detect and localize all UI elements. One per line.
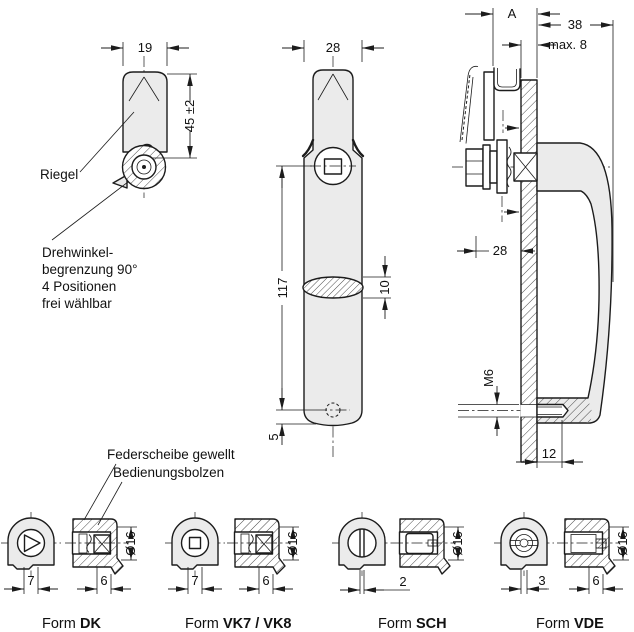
detail-callouts <box>84 447 235 525</box>
dim-thread: M6 <box>481 368 496 388</box>
latch-side-view <box>460 66 520 143</box>
form-vde-front-dim: 3 <box>538 573 546 588</box>
form-dk-front-dim: 7 <box>27 573 35 588</box>
form-vde-label-prefix: Form <box>536 616 570 632</box>
dim-clamp-a: A <box>507 6 517 21</box>
form-vk-label-prefix: Form <box>185 616 219 632</box>
latch-swung-outline <box>460 66 478 142</box>
form-dk <box>1 512 138 632</box>
form-dk-diameter: Ø16 <box>123 531 138 556</box>
rotation-note-line4: frei wählbar <box>42 296 112 311</box>
handle-front-view <box>266 40 392 460</box>
form-vk-diameter: Ø16 <box>285 531 300 556</box>
form-dk-section-dim: 6 <box>100 573 108 588</box>
square-socket-small <box>190 538 201 549</box>
vde-pin <box>596 539 606 548</box>
form-vde-section-dim: 6 <box>592 573 600 588</box>
thread-hole <box>537 405 568 418</box>
washer <box>490 151 497 183</box>
hex-nut <box>466 149 483 186</box>
handle-bow <box>537 143 612 423</box>
dim-hole-offset: 5 <box>266 433 281 441</box>
form-vk-front-dim: 7 <box>191 573 199 588</box>
handle-body-front <box>304 70 362 426</box>
dim-handle-width: 28 <box>325 40 341 55</box>
form-vk-label-code: VK7 / VK8 <box>223 616 292 632</box>
latch-blade-side <box>484 72 494 140</box>
form-sch <box>332 512 465 632</box>
cylindrical-bolt <box>406 534 433 554</box>
dim-latch-height: 45 ±2 <box>182 99 197 133</box>
square-socket <box>325 159 342 174</box>
handle-side-view <box>452 6 613 468</box>
form-vde-diameter: Ø16 <box>615 531 630 556</box>
form-vk <box>165 512 300 632</box>
dim-handle-depth: 38 <box>567 17 583 32</box>
form-sch-label-prefix: Form <box>378 616 412 632</box>
rotation-note-line2: begrenzung 90° <box>42 262 138 277</box>
riegel-label: Riegel <box>40 167 79 182</box>
rotation-note-line1: Drehwinkel- <box>42 245 114 260</box>
dim-thread-depth: 12 <box>541 446 557 461</box>
form-sch-front-dim: 2 <box>399 574 407 589</box>
form-vde-label-code: VDE <box>574 616 604 632</box>
operating-bolt-label: Bedienungsbolzen <box>113 465 225 480</box>
latch-top-view <box>40 40 197 311</box>
dim-grip-thickness: 10 <box>377 280 392 295</box>
form-dk-label-code: DK <box>80 616 101 632</box>
form-sch-label-code: SCH <box>416 616 447 632</box>
form-dk-label-prefix: Form <box>42 616 76 632</box>
dim-latch-reach: 28 <box>492 243 508 258</box>
spindle-stack <box>466 140 511 193</box>
washer <box>483 145 490 189</box>
form-vk-section-dim: 6 <box>262 573 270 588</box>
rotation-note-line3: 4 Positionen <box>42 279 117 294</box>
latch-blade <box>123 72 167 152</box>
dim-handle-length: 117 <box>275 277 290 299</box>
latch-hub <box>497 140 507 193</box>
form-vde <box>494 512 630 632</box>
dim-wall-max: max. 8 <box>548 37 588 52</box>
dim-latch-width: 19 <box>137 40 153 55</box>
form-sch-diameter: Ø16 <box>450 531 465 556</box>
spring-washer-label: Federscheibe gewellt <box>107 447 235 462</box>
